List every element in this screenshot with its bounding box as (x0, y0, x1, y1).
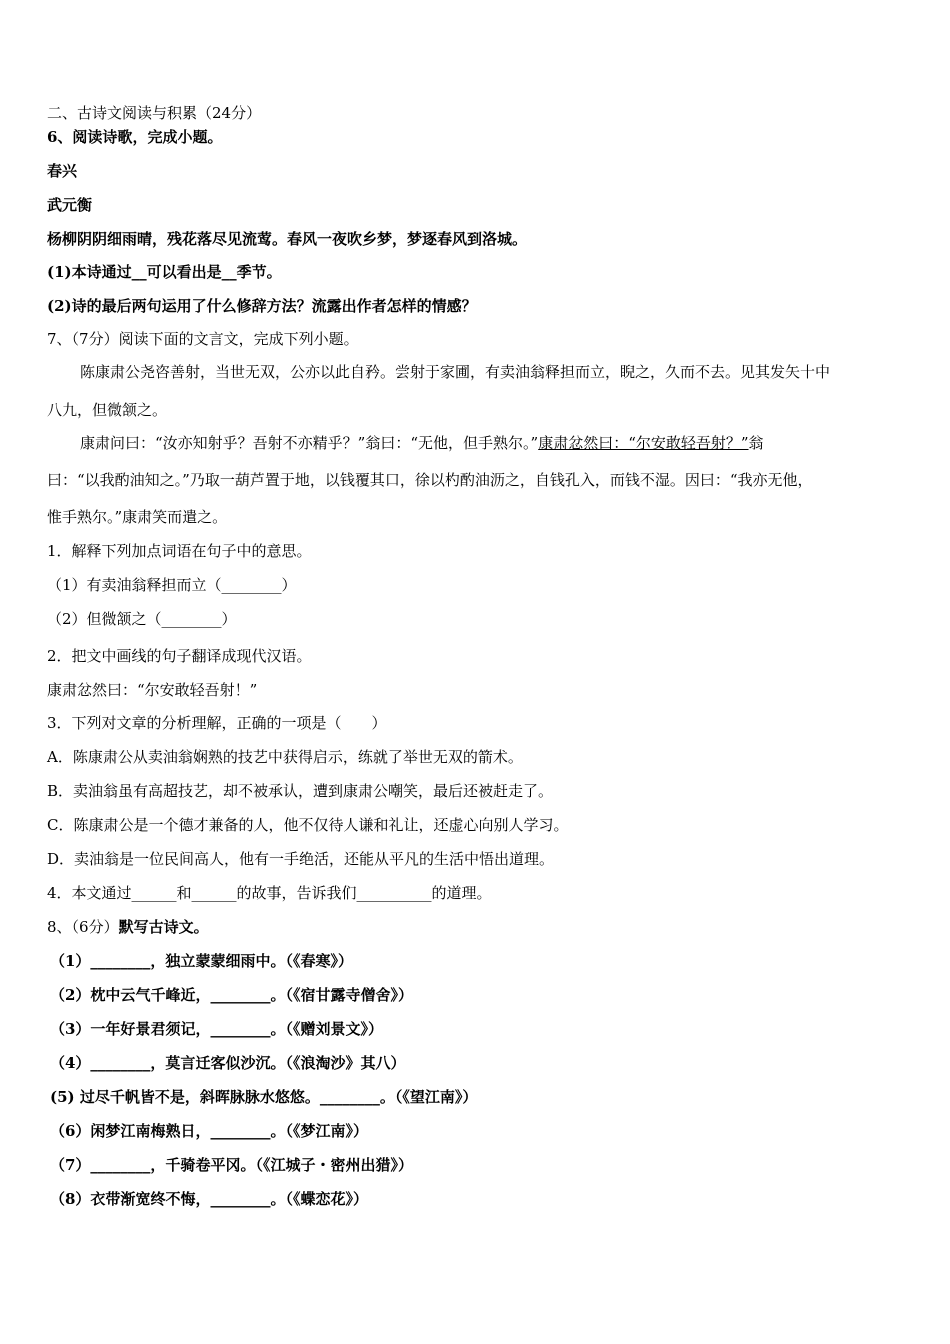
underlined-sentence: 康肃忿然曰：“尔安敢轻吾射？” (538, 434, 749, 452)
q8-prompt (47, 917, 209, 937)
passage-para2-line2: 曰：“以我酌油知之。”乃取一葫芦置于地，以钱覆其口，徐以杓酌油沥之，自钱孔入，而钱不湿。因曰：“我亦无他， (47, 471, 813, 489)
q6-sub1: (1)本诗通过__可以看出是__季节。 (47, 263, 282, 281)
q7-item4: 4．本文通过______和______的故事，告诉我们__________的道理。 (47, 884, 492, 902)
q7-item1: 1．解释下列加点词语在句子中的意思。 (47, 542, 312, 560)
passage-para1-line1: 陈康肃公尧咨善射，当世无双，公亦以此自矜。尝射于家圃，有卖油翁释担而立，睨之，久而不去。见其发矢十中 (80, 363, 831, 381)
recitation-line: （3）一年好景君须记，________。（《赠刘景文》） (50, 1020, 383, 1038)
recitation-line: （1）________，独立蒙蒙细雨中。（《春寒》） (50, 952, 353, 970)
q7-item2-sentence: 康肃忿然曰：“尔安敢轻吾射！” (47, 681, 258, 699)
poem-author: 武元衡 (47, 196, 93, 214)
passage-para1-line2: 八九，但微颔之。 (47, 401, 168, 419)
recitation-line: （7）________，千骑卷平冈。（《江城子・密州出猎》） (50, 1156, 413, 1174)
passage-text: 康肃问曰：“汝亦知射乎？吾射不亦精乎？”翁曰：“无他，但手熟尔。” (80, 434, 539, 452)
q7-item1-2: （2）但微颔之（________） (47, 610, 237, 628)
q7-item2: 2．把文中画线的句子翻译成现代汉语。 (47, 647, 312, 665)
recitation-line: （2）枕中云气千峰近，________。（《宿甘露寺僧舍》） (50, 986, 413, 1004)
option-a: A．陈康肃公从卖油翁娴熟的技艺中获得启示，练就了举世无双的箭术。 (47, 748, 523, 766)
recitation-line: （8）衣带渐宽终不悔，________。（《蝶恋花》） (50, 1190, 368, 1208)
option-c: C．陈康肃公是一个德才兼备的人，他不仅待人谦和礼让，还虚心向别人学习。 (47, 816, 569, 834)
poem-text: 杨柳阴阴细雨晴，残花落尽见流莺。春风一夜吹乡梦，梦逐春风到洛城。 (47, 230, 528, 248)
recitation-line: (5) 过尽千帆皆不是，斜晖脉脉水悠悠。________。（《望江南》） (50, 1088, 478, 1106)
q7-item3: 3．下列对文章的分析理解，正确的一项是（ ） (47, 714, 387, 732)
poem-title: 春兴 (47, 162, 78, 180)
q6-sub2: (2)诗的最后两句运用了什么修辞方法？流露出作者怎样的情感？ (47, 297, 477, 315)
passage-text: 翁 (748, 434, 764, 452)
q8-number: 8、（6分） (47, 918, 119, 936)
passage-para2-line3: 惟手熟尔。”康肃笑而遣之。 (47, 508, 228, 526)
option-d: D．卖油翁是一位民间高人，他有一手绝活，还能从平凡的生活中悟出道理。 (47, 850, 555, 868)
passage-para2-line1 (80, 433, 764, 453)
section-heading: 二、古诗文阅读与积累（24分） (47, 104, 262, 122)
q7-item1-1: （1）有卖油翁释担而立（________） (47, 576, 297, 594)
recitation-line: （6）闲梦江南梅熟日，________。（《梦江南》） (50, 1122, 368, 1140)
q7-prompt: 7、（7分）阅读下面的文言文，完成下列小题。 (47, 330, 359, 348)
recitation-line: （4）________，莫言迁客似沙沉。（《浪淘沙》其八） (50, 1054, 406, 1072)
option-b: B．卖油翁虽有高超技艺，却不被承认，遭到康肃公嘲笑，最后还被赶走了。 (47, 782, 554, 800)
q8-title: 默写古诗文。 (118, 918, 209, 936)
q6-prompt: 6、阅读诗歌，完成小题。 (47, 128, 223, 146)
